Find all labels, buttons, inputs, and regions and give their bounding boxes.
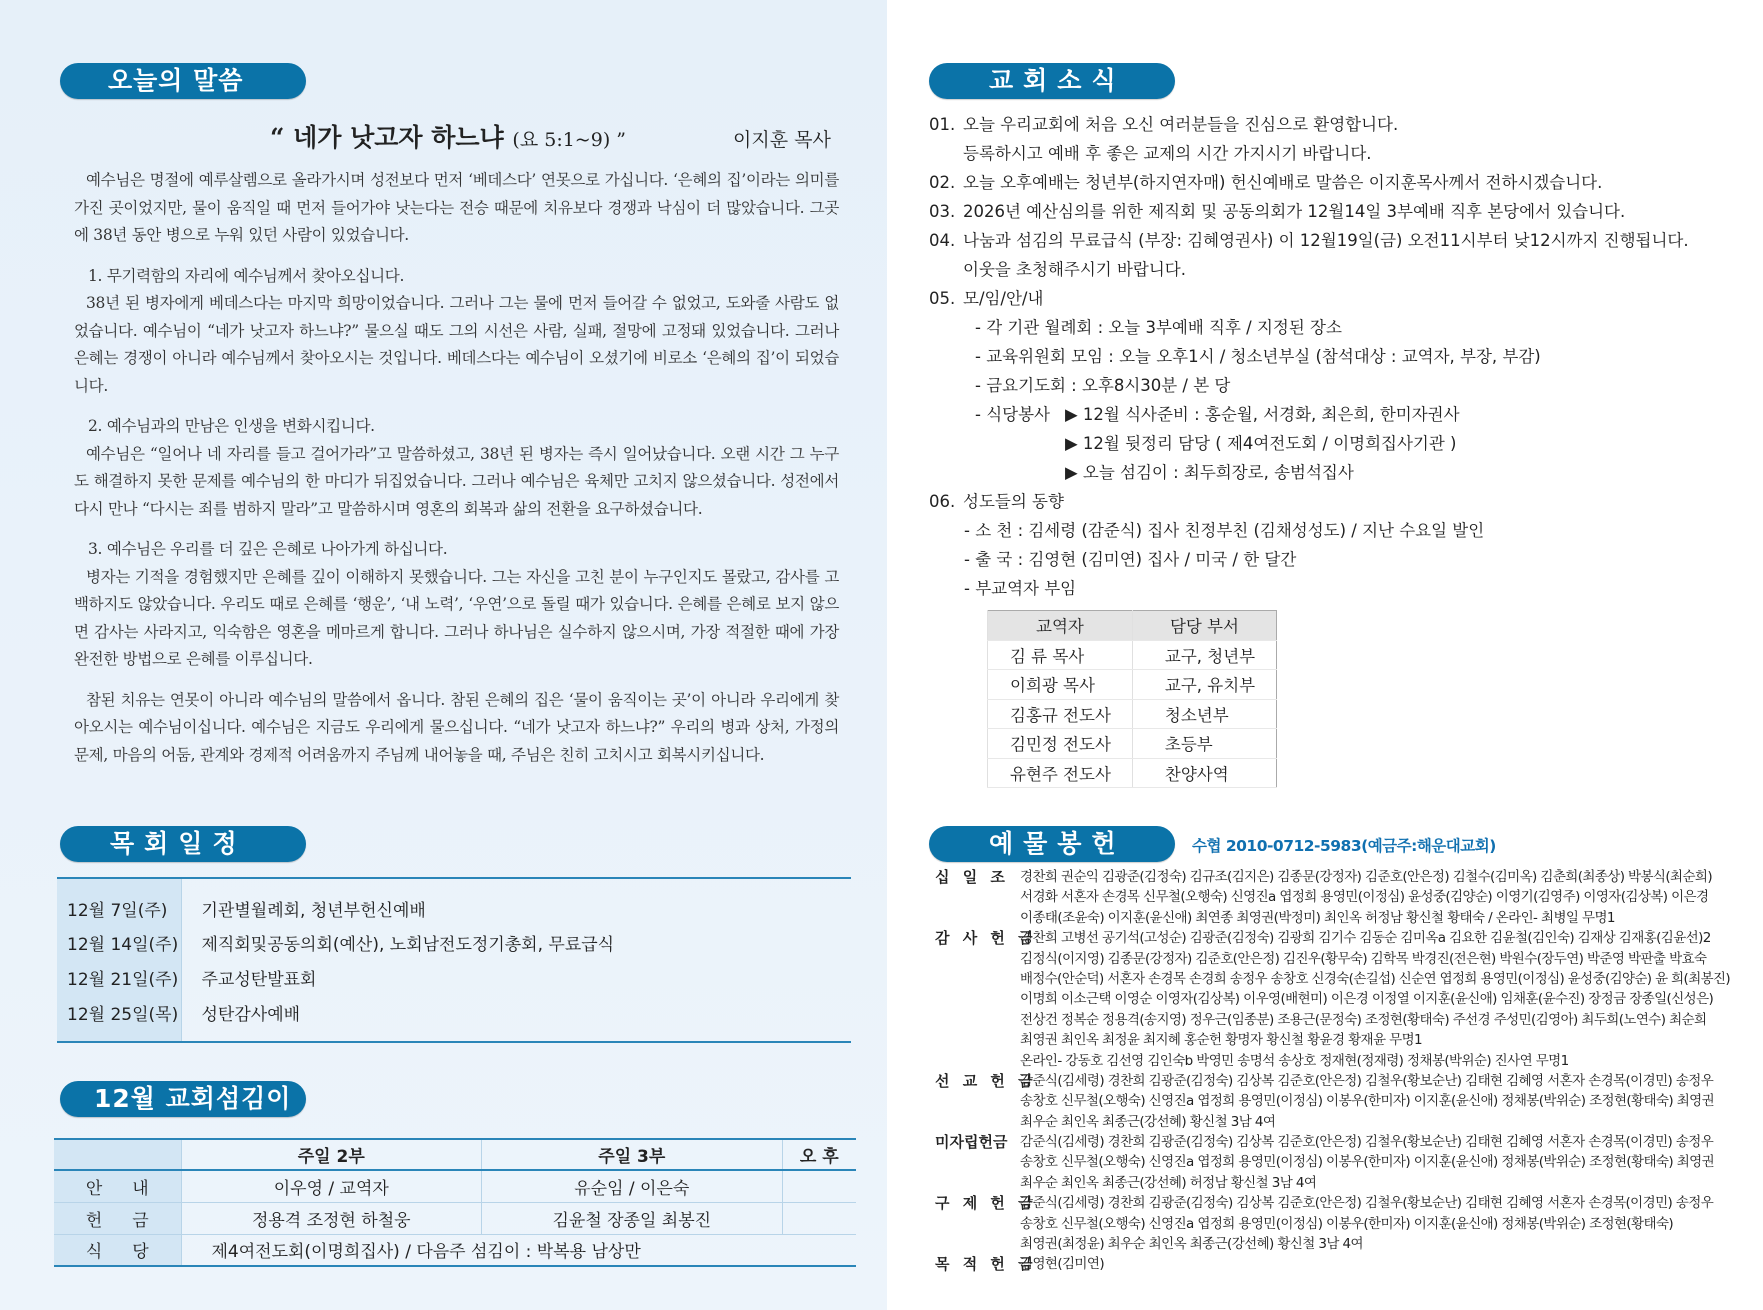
offering-category [935,1193,1730,1254]
names-line [1020,1071,1730,1091]
servants-row [54,1202,856,1234]
section-header-offering: 예물봉헌 [929,826,1175,862]
table-cell [782,1170,856,1202]
news-item [929,226,1749,255]
schedule-row [57,925,851,960]
names-line [1020,867,1730,887]
schedule-date: 12월 25일(목) [57,995,181,1042]
staff-row [988,729,1277,759]
item-number: 02. [929,173,956,192]
names-text: 경찬희 권순익 김광준(김정숙) 김규조(김지은) 김종문(강정자) 김준호(안은정) 김철수(김미옥) 김춘희(최종상) 박봉식(최순희) [1020,869,1713,885]
dining-service-row [929,458,1749,487]
sermon-title [270,118,626,154]
names-line [1020,1152,1730,1172]
news-item [929,168,1749,197]
names-line [1020,1234,1730,1254]
spacer [74,400,839,413]
column-header: 주일 3부 [482,1139,783,1170]
names-text: 최영권(최정윤) 최우순 최인옥 최종근(강선혜) 황신철 3남 4여 [1020,1236,1363,1253]
sub-item: - 각 기관 월례회 : 오늘 3부예배 직후 / 지정된 장소 [975,318,1342,337]
names-text: 온라인- 강동호 김선영 김인숙b 박영민 송명석 송상호 정재현(정재령) 정채봉(박위순) 진사연 무명1 [1020,1052,1569,1069]
schedule-row [57,878,851,925]
sermon-intro: 예수님은 명절에 예루살렘으로 올라가시며 성전보다 먼저 ‘베데스다’ 연못으로 가십니다. ‘은혜의 집’이라는 의미를 가진 곳이었지만, 물이 움직일 때 먼저 들어가야 낫는다는 전승 때문에 치유보다 경쟁과 낙심이 더 많았습니다. 그곳에 38년 동안 병으로 누워 있던 사람이 있었습니다. [74,171,839,244]
names-text: 최우순 최인옥 최종근(강선혜) 허정남 황신철 3남 4여 [1020,1174,1317,1191]
names-line [1020,908,1730,928]
staff-name: 김홍규 전도사 [988,699,1133,729]
row-label: 안내 [54,1170,181,1202]
corner-cell [54,1139,181,1170]
names-text: 최우순 최인옥 최종근(강선혜) 황신철 3남 4여 [1020,1113,1276,1130]
schedule-table [57,877,851,1043]
dining-item: ▶ 12월 식사준비 : 홍순월, 서경화, 최은희, 한미자권사 [1065,405,1460,424]
sermon-conclusion: 참된 치유는 연못이 아니라 예수님의 말씀에서 옵니다. 참된 은혜의 집은 ‘물이 움직이는 곳’이 아니라 우리에게 찾아오시는 예수님이십니다. 예수님은 지금도 우리에게 물으십니다. “네가 낫고자 하느냐?” 우리의 병과 상처, 가정의 문제, 마음의 어둠, 관계와 경제적 어려움까지 주님께 내어놓을 때, 주님은 친히 고치시고 회복시키십니다. [74,690,839,764]
column-header: 오 후 [782,1139,856,1170]
bank-account: 수협 2010-0712-5983(예금주:해운대교회) [1192,837,1496,855]
offering-category [935,1132,1730,1193]
names-text: 감준식(김세령) 경찬희 김광준(김정숙) 김상복 김준호(안은정) 김철우(황보순난) 김태현 김혜영 서혼자 손경목(이경민) 송정우 [1020,1134,1714,1151]
merged-cell: 제4여전도회(이명희집사) / 다음주 섬김이 : 박복용 남상만 [181,1234,856,1266]
dining-label [975,429,1065,458]
dining-item: ▶ 오늘 섬김이 : 최두희장로, 송범석집사 [1065,463,1354,482]
names-text: 경찬희 고병선 공기석(고성순) 김광준(김정숙) 김광희 김기수 김동순 김미옥a 김요한 김윤철(김인숙) 김재상 김재홍(김윤선)2 [1020,930,1711,947]
staff-department: 청소년부 [1132,699,1276,729]
schedule-event: 기관별월례회, 청년부헌신예배 [201,900,426,921]
scripture-reference: (요 5:1~9) ” [512,129,626,151]
item-text: 2026년 예산심의를 위한 제직회 및 공동의회가 12월14일 3부예배 직후 본당에서 있습니다. [963,202,1626,221]
names-line [1020,1010,1730,1030]
names-line [1020,928,1730,948]
staff-name: 김민정 전도사 [988,729,1133,759]
names-text: 서경화 서혼자 손경목 신무철(오행숙) 신영진a 엽정희 용영민(이정심) 윤성중(김양순) 이영기(김영주) 이영자(김상복) 이은경 [1020,889,1709,906]
item-number: 06. [929,492,956,511]
sub-item: - 금요기도회 : 오후8시30분 / 본 당 [975,376,1231,395]
sub-item: - 부교역자 부임 [964,579,1077,598]
names-line [1020,949,1730,969]
staff-name: 이희광 목사 [988,670,1133,700]
point-body: 병자는 기적을 경험했지만 은혜를 깊이 이해하지 못했습니다. 그는 자신을 고친 분이 누구인지도 몰랐고, 감사를 고백하지도 않았습니다. 우리도 때로 은혜를 ‘행운’, ‘내 노력’, ‘우연’으로 돌릴 때가 있습니다. 은혜를 은혜로 보지 않으면 감사는 사라지고, 익숙함은 영혼을 메마르게 합니다. 그러나 하나님은 실수하지 않으시며, 가장 적절한 때에 가장 완전한 방법으로 은혜를 이루십니다. [74,567,839,668]
table-cell [782,1202,856,1234]
schedule-date: 12월 7일(주) [57,878,181,925]
news-item [929,197,1749,226]
names-line [1020,1193,1730,1213]
names-text: 김영현(김미연) [1020,1256,1104,1273]
names-text: 최영권 최인옥 최정윤 최지혜 홍순헌 황명자 황신철 황윤경 황재윤 무명1 [1020,1032,1422,1049]
column-header: 담당 부서 [1132,611,1276,641]
names-text: 김정식(이지영) 김종문(강정자) 김준호(안은정) 김진우(황무숙) 김학목 박경진(전은현) 박원수(장두연) 박준영 박판출 박효숙 [1020,950,1707,967]
point-heading: 3. 예수님은 우리를 더 깊은 은혜로 나아가게 하십니다. [88,540,448,558]
dining-service-row [929,400,1749,429]
point-body: 예수님은 “일어나 네 자리를 들고 걸어가라”고 말씀하셨고, 38년 된 병자는 즉시 일어났습니다. 오랜 시간 그 누구도 해결하지 못한 문제를 예수님의 한 마디가 뒤집었습니다. 그러나 예수님은 육체만 고치지 않으셨습니다. 성전에서 다시 만나 “다시는 죄를 범하지 말라”고 말씀하시며 영혼의 회복과 삶의 전환을 요구하셨습니다. [74,444,839,518]
sub-item: - 소 천 : 김세령 (감준식) 집사 친정부친 (김채성성도) / 지난 수요일 발인 [964,521,1485,540]
schedule-row [57,960,851,995]
offering-names [1020,1132,1730,1193]
column-header: 주일 2부 [181,1139,482,1170]
item-number: 05. [929,289,956,308]
item-number [929,255,963,284]
dining-service-row [929,429,1749,458]
staff-department: 찬양사역 [1132,758,1276,788]
staff-row [988,758,1277,788]
item-text: 모/임/안/내 [963,289,1044,308]
names-line [1020,1132,1730,1152]
offering-category [935,867,1730,928]
section-header-todays-word: 오늘의 말씀 [60,63,306,99]
staff-department: 교구, 청년부 [1132,640,1276,670]
names-line [1020,969,1730,989]
servants-row [54,1234,856,1266]
offering-label: 십 일 조 [935,868,1009,886]
news-item [929,487,1749,516]
dining-item: ▶ 12월 뒷정리 담당 ( 제4여전도회 / 이명희집사기관 ) [1065,434,1457,453]
staff-header-row [988,611,1277,641]
schedule-event: 성탄감사예배 [201,1004,301,1025]
column-header: 교역자 [988,611,1133,641]
names-text: 배정수(안순덕) 서혼자 손경목 손경희 송정우 송창호 신경숙(손길섭) 신순연 엽정희 용영민(이정심) 윤성중(김양순) 윤 희(최봉진) [1020,970,1730,987]
names-text: 송창호 신무철(오행숙) 신영진a 엽정희 용영민(이정심) 이봉우(한미자) 이지훈(윤신애) 정채봉(박위순) 조정현(황태숙) [1020,1215,1674,1232]
table-cell: 이우영 / 교역자 [181,1170,482,1202]
item-text: 나눔과 섬김의 무료급식 (부장: 김혜영권사) 이 12월19일(금) 오전11시부터 낮12시까지 진행됩니다. [963,231,1689,250]
names-line [1020,1173,1730,1193]
spacer [74,674,839,687]
names-line [1020,887,1730,907]
offering-label: 목 적 헌 금 [935,1255,1037,1274]
item-number: 03. [929,202,956,221]
offering-names [1020,1254,1730,1274]
names-text: 이명희 이소근택 이영순 이영자(김상복) 이우영(배현미) 이은경 이정열 이지훈(윤신애) 임채훈(윤수진) 장정금 장종일(신성은) [1020,991,1714,1008]
preacher-name: 이지훈 목사 [733,129,831,151]
dining-label: - 식당봉사 [975,405,1050,424]
names-text: 전상건 정복순 정용격(송지영) 정우근(임종분) 조용근(문정숙) 조정현(황태숙) 주선경 주성민(김영아) 최두희(노연수) 최순희 [1020,1011,1707,1028]
names-text: 송창호 신무철(오행숙) 신영진a 엽정희 용영민(이정심) 이봉우(한미자) 이지훈(윤신애) 정채봉(박위순) 조정현(황태숙) 최영권 [1020,1093,1715,1110]
section-header-church-news: 교회소식 [929,63,1175,99]
names-text: 감준식(김세령) 경찬희 김광준(김정숙) 김상복 김준호(안은정) 김철우(황보순난) 김태현 김혜영 서혼자 손경목(이경민) 송정우 [1020,1072,1714,1089]
church-news-list [929,110,1749,603]
sub-item: - 교육위원회 모임 : 오늘 오후1시 / 청소년부실 (참석대상 : 교역자, 부장, 부감) [975,347,1541,366]
point-body: 38년 된 병자에게 베데스다는 마지막 희망이었습니다. 그러나 그는 물에 먼저 들어갈 수 없었고, 도와줄 사람도 없었습니다. 예수님이 “네가 낫고자 하느냐?” 물으실 때도 그의 시선은 사람, 실패, 절망에 고정돼 있었습니다. 그러나 은혜는 경쟁이 아니라 예수님께서 찾아오시는 것입니다. 베데스다는 예수님이 오셨기에 비로소 ‘은혜의 집’이 되었습니다. [74,294,839,395]
row-label: 식당 [54,1234,181,1266]
schedule-row [57,995,851,1042]
offering-list [935,867,1730,1275]
names-line [1020,1030,1730,1050]
staff-name: 유현주 전도사 [988,758,1133,788]
item-number: 04. [929,231,956,250]
names-line [1020,1254,1730,1274]
offering-label: 선 교 헌 금 [935,1071,1037,1090]
sub-item: - 출 국 : 김영현 (김미연) 집사 / 미국 / 한 달간 [964,550,1297,569]
staff-name: 김 류 목사 [988,640,1133,670]
staff-department: 교구, 유치부 [1132,670,1276,700]
dining-label [975,458,1065,487]
offering-category [935,928,1730,1071]
sermon-body [74,167,839,769]
section-header-pastoral-schedule: 목회일정 [60,826,306,862]
item-text: 등록하시고 예배 후 좋은 교제의 시간 가지시기 바랍니다. [963,144,1372,163]
item-text: 오늘 우리교회에 처음 오신 여러분들을 진심으로 환영합니다. [963,115,1399,134]
staff-department: 초등부 [1132,729,1276,759]
news-item [929,110,1749,139]
offering-names [1020,928,1730,1071]
names-line [1020,1051,1730,1071]
staff-table [987,610,1277,788]
spacer [74,523,839,536]
schedule-date: 12월 21일(주) [57,960,181,995]
table-cell: 정용격 조정현 하철웅 [181,1202,482,1234]
staff-row [988,640,1277,670]
offering-category [935,1254,1730,1274]
names-text: 감준식(김세령) 경찬희 김광준(김정숙) 김상복 김준호(안은정) 김철우(황보순난) 김태현 김혜영 서혼자 손경목(이경민) 송정우 [1020,1195,1714,1212]
sermon-title-text: “ 네가 낫고자 하느냐 [270,123,504,152]
names-line [1020,1112,1730,1132]
news-item [929,255,1749,284]
offering-category [935,1071,1730,1132]
item-text: 오늘 오후예배는 청년부(하지연자매) 헌신예배로 말씀은 이지훈목사께서 전하시겠습니다. [963,173,1603,192]
news-item [929,139,1749,168]
offering-names [1020,1071,1730,1132]
point-heading: 2. 예수님과의 만남은 인생을 변화시킵니다. [88,417,375,435]
section-header-church-servants: 12월 교회섬김이 [60,1081,306,1117]
staff-row [988,699,1277,729]
names-line [1020,1091,1730,1111]
offering-label: 구 제 헌 금 [935,1194,1037,1213]
servants-row [54,1170,856,1202]
item-number [929,139,963,168]
table-cell: 김윤철 장종일 최봉진 [482,1202,783,1234]
names-text: 송창호 신무철(오행숙) 신영진a 엽정희 용영민(이정심) 이봉우(한미자) 이지훈(윤신애) 정채봉(박위순) 조정현(황태숙) 최영권 [1020,1154,1715,1171]
names-line [1020,1214,1730,1234]
offering-label: 감 사 헌 금 [935,929,1037,948]
staff-row [988,670,1277,700]
names-line [1020,989,1730,1009]
table-cell: 유순임 / 이은숙 [482,1170,783,1202]
item-text: 이웃을 초청해주시기 바랍니다. [963,260,1186,279]
schedule-event: 주교성탄발표회 [201,970,317,990]
point-heading: 1. 무기력함의 자리에 예수님께서 찾아오십니다. [88,266,405,285]
news-item [929,284,1749,313]
schedule-date: 12월 14일(주) [57,925,181,960]
row-label: 헌금 [54,1202,181,1234]
servants-table [54,1138,856,1267]
offering-names [1020,1193,1730,1254]
spacer [74,250,839,263]
schedule-event: 제직회및공동의회(예산), 노회남전도정기총회, 무료급식 [201,935,615,955]
item-number: 01. [929,115,956,134]
offering-label: 미자립헌금 [935,1133,1008,1152]
names-text: 이종태(조윤숙) 이지훈(윤신애) 최연종 최영권(박정미) 최인옥 허정남 황신철 황태숙 / 온라인- 최병일 무명1 [1020,909,1615,926]
item-text: 성도들의 동향 [963,492,1064,511]
offering-names [1020,867,1730,928]
